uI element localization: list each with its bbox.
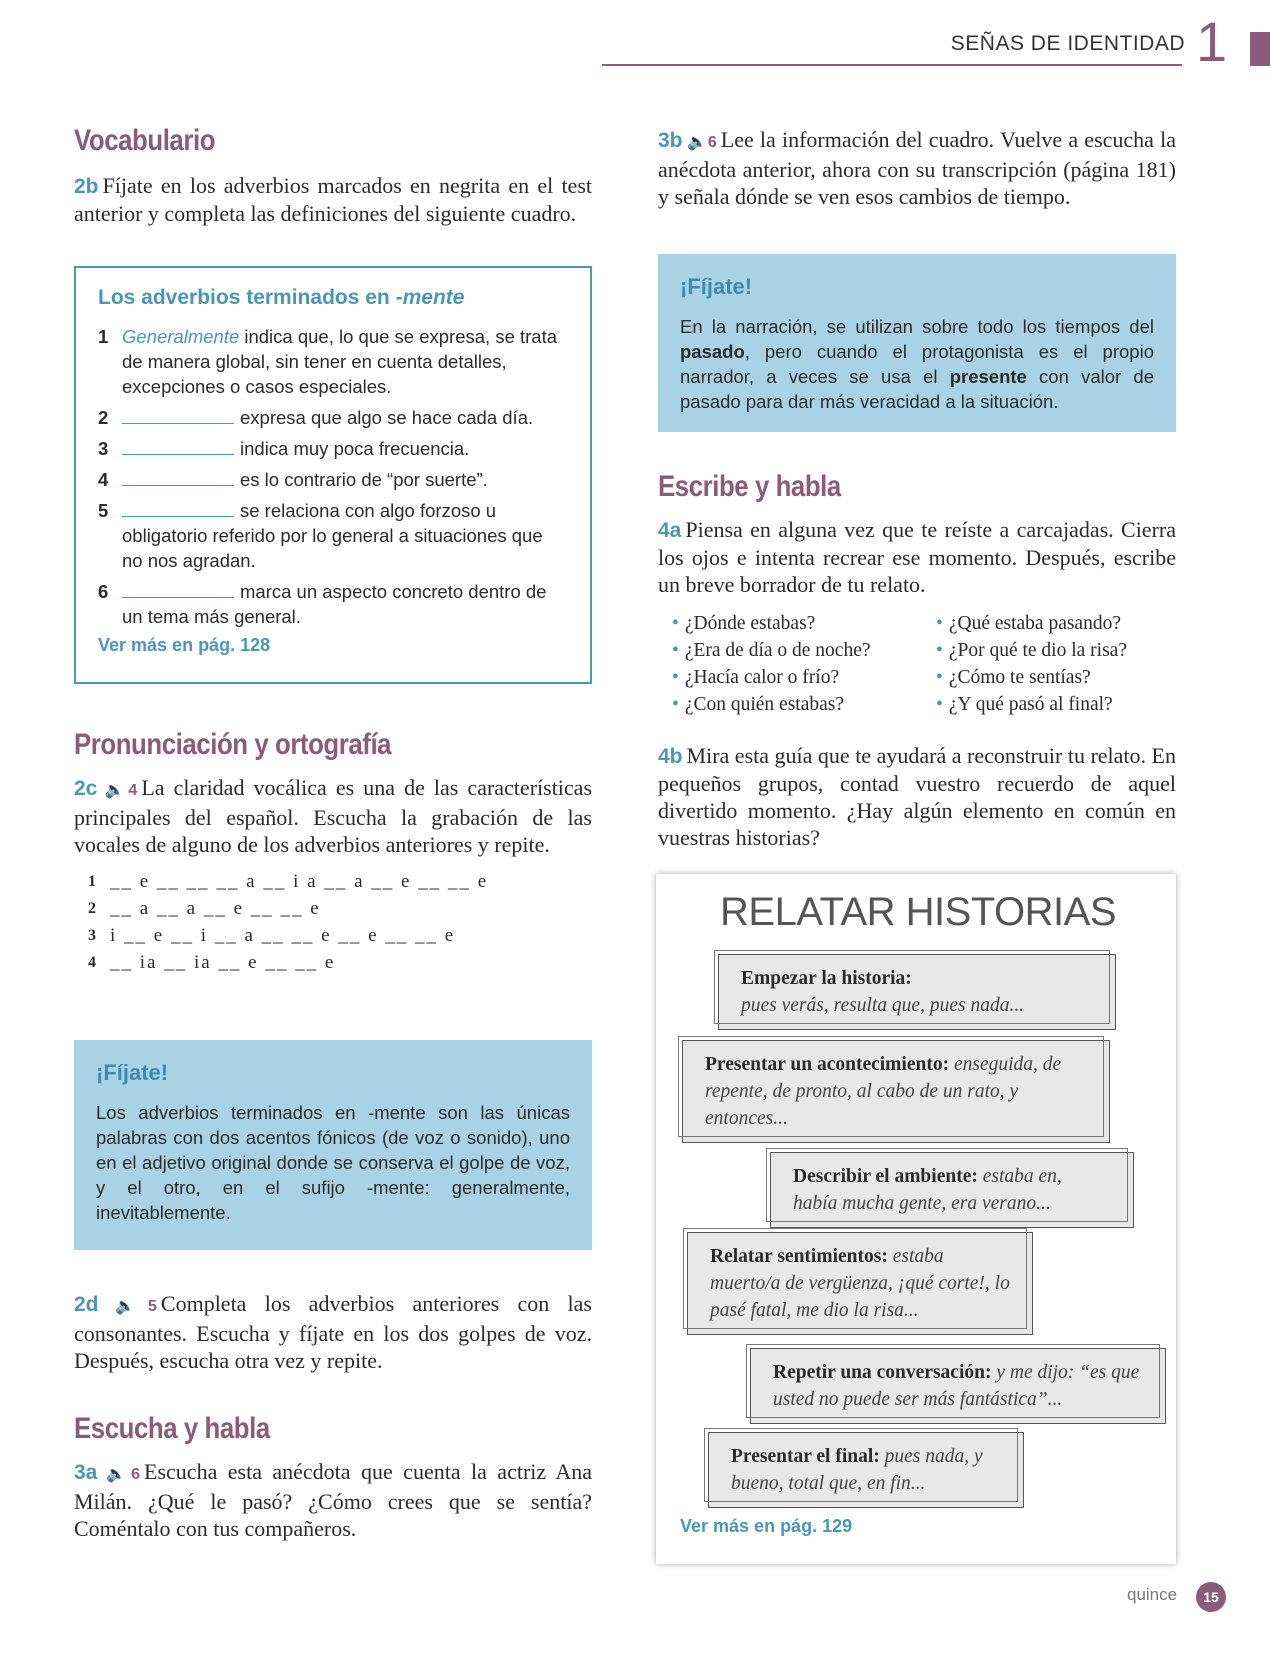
answer-blank[interactable] (122, 499, 234, 517)
definition-item (98, 579, 568, 629)
chapter-title: SEÑAS DE IDENTIDAD (950, 32, 1185, 55)
section-heading-vocabulario: Vocabulario (74, 124, 216, 157)
exercise-label: 4a (658, 519, 682, 542)
answer-blank[interactable] (122, 580, 234, 598)
question-item: • ¿Con quién estabas? (672, 691, 936, 718)
speaker-icon[interactable]: 🔈6 (101, 1466, 141, 1483)
definition-item (98, 436, 568, 461)
card-label: Repetir una conversación: (773, 1362, 992, 1383)
exercise-label: 4b (658, 745, 683, 768)
box-title-text: Los adverbios terminados en (98, 286, 396, 309)
exercise-label: 2c (74, 777, 98, 800)
card-examples: pues verás, resulta que, pues nada... (741, 995, 1025, 1016)
fijate-text-part: con valor de pasado para dar más veracidad a la situación. (680, 366, 1154, 412)
item-number: 2 (98, 407, 109, 428)
card-label: Relatar sentimientos: (710, 1246, 888, 1267)
more-link[interactable]: Ver más en pág. 128 (98, 635, 271, 655)
vowel-list (74, 868, 592, 976)
exercise-label: 3a (74, 1461, 98, 1484)
item-number: 4 (88, 954, 96, 971)
answer-blank[interactable] (122, 468, 234, 486)
question-item: • ¿Era de día o de noche? (672, 637, 936, 664)
exercise-2d (74, 1290, 592, 1374)
exercise-label: 3b (658, 129, 683, 152)
exercise-text: Piensa en alguna vez que te reíste a carcajadas. Cierra los ojos e intenta recrear ese momento. Después, escribe un breve borrador de tu relato. (658, 517, 1176, 597)
question-item: • ¿Hacía calor o frío? (672, 664, 936, 691)
section-heading-escribe: Escribe y habla (658, 470, 841, 503)
audio-track: 4 (128, 782, 138, 799)
question-item: • ¿Por qué te dio la risa? (936, 637, 1127, 664)
item-text: marca un aspecto concreto dentro de un tema más general. (122, 581, 547, 627)
card-label: Presentar un acontecimiento: (705, 1054, 950, 1075)
question-item: • ¿Qué estaba pasando? (936, 610, 1127, 637)
fijate-bold: presente (949, 366, 1027, 387)
exercise-2c (74, 774, 592, 858)
exercise-4a (658, 516, 1176, 598)
card-label: Presentar el final: (731, 1446, 880, 1467)
exercise-text: Fíjate en los adverbios marcados en negrita en el test anterior y completa las definiciones del siguiente cuadro. (74, 173, 592, 226)
more-link[interactable]: Ver más en pág. 129 (680, 1516, 853, 1536)
item-number: 2 (88, 900, 96, 917)
fijate-bold: pasado (680, 341, 745, 362)
item-text: indica muy poca frecuencia. (240, 438, 470, 459)
exercise-text: Lee la información del cuadro. Vuelve a escucha la anécdota anterior, ahora con su transcripción (página 181) y señala dónde se ven esos cambios de tiempo. (658, 127, 1177, 209)
relatar-historias-panel (656, 874, 1176, 1564)
item-number: 1 (98, 326, 109, 347)
exercise-text: Completa los adverbios anteriores con las consonantes. Escucha y fíjate en los dos golpes de voz. Después, escucha otra vez y repite. (74, 1291, 592, 1373)
escribe-section (658, 470, 1176, 851)
vowel-item (88, 895, 592, 922)
exercise-text: Mira esta guía que te ayudará a reconstruir tu relato. En pequeños grupos, contad vuestro recuerdo de aquel divertido momento. ¿Hay algún elemento en común en vuestras historias? (658, 743, 1176, 850)
question-list-left (672, 610, 936, 718)
example-word: Generalmente (122, 326, 240, 347)
fijate-text-part: En la narración, se utilizan sobre todo los tiempos del (680, 316, 1154, 337)
audio-track: 6 (707, 134, 717, 151)
card-examples: estaba en, había mucha gente, era verano... (793, 1166, 1062, 1214)
question-item: • ¿Y qué pasó al final? (936, 691, 1127, 718)
fijate-text: Los adverbios terminados en -mente son las únicas palabras con dos acentos fónicos (de voz o sonido), uno en el adjetivo original donde se conserva el golpe de voz, y el otro, en el sufijo -mente: generalmente, inevitablemente. (96, 1102, 570, 1223)
page-word: quince (1127, 1585, 1178, 1604)
fijate-title: ¡Fíjate! (96, 1060, 169, 1085)
card-label: Empezar la historia: (741, 968, 912, 989)
phrase-card (682, 1040, 1110, 1143)
fijate-text-part: , pero cuando el protagonista es el propio narrador, a veces se usa el (680, 341, 1154, 387)
definition-list (98, 324, 568, 629)
item-number: 5 (98, 500, 109, 521)
phrase-card (708, 1432, 1024, 1508)
phrase-card (750, 1348, 1166, 1424)
definition-item (98, 498, 568, 573)
definition-item (98, 405, 568, 430)
header-rule (602, 64, 1182, 66)
vowel-pattern: __ ia __ ia __ e __ __ e (110, 952, 336, 973)
question-list-right (936, 610, 1127, 718)
audio-track: 5 (148, 1298, 157, 1315)
card-examples: pues nada, y bueno, total que, en fin... (731, 1446, 983, 1494)
exercise-4b (658, 742, 1176, 851)
item-number: 3 (98, 438, 109, 459)
card-examples: y me dijo: “es que usted no puede ser más fantástica”... (773, 1362, 1140, 1410)
fijate-text (680, 314, 1154, 414)
question-grid (658, 610, 1176, 718)
pronunciacion-section (74, 728, 592, 976)
exercise-2d-block (74, 1290, 592, 1374)
item-number: 6 (98, 581, 109, 602)
fijate-box-right (658, 254, 1176, 432)
item-number: 3 (88, 927, 96, 944)
card-label: Describir el ambiente: (793, 1166, 978, 1187)
speaker-icon[interactable]: 🔈6 (686, 134, 717, 151)
question-item: • ¿Cómo te sentías? (936, 664, 1127, 691)
exercise-3a (74, 1458, 592, 1542)
speaker-icon[interactable]: 🔈5 (102, 1298, 157, 1315)
exercise-3b (658, 126, 1176, 210)
vocabulario-section (74, 124, 592, 227)
fijate-title: ¡Fíjate! (680, 274, 753, 299)
item-text: se relaciona con algo forzoso u obligatorio referido por lo general a situaciones que no nos agradan. (122, 500, 543, 571)
item-number: 4 (98, 469, 109, 490)
adverbios-box (74, 266, 592, 684)
escucha-section (74, 1412, 592, 1542)
exercise-text: La claridad vocálica es una de las características principales del español. Escucha la grabación de las vocales de alguno de los adverbios anteriores y repite. (74, 775, 593, 857)
item-text: es lo contrario de “por suerte”. (240, 469, 488, 490)
phrase-card (718, 954, 1116, 1030)
item-number: 1 (88, 873, 96, 890)
section-heading-escucha: Escucha y habla (74, 1412, 270, 1445)
unit-number: 1 (1196, 10, 1228, 73)
vowel-item (88, 949, 592, 976)
definition-item (98, 467, 568, 492)
panel-title: RELATAR HISTORIAS (720, 890, 1117, 934)
page-number-badge: 15 (1196, 1582, 1226, 1612)
vowel-item (88, 868, 592, 895)
vowel-pattern: i __ e __ i __ a __ __ e __ e __ __ e (110, 925, 456, 946)
exercise-2b (74, 172, 592, 227)
answer-blank[interactable] (122, 437, 234, 455)
box-title (98, 286, 568, 310)
card-examples: enseguida, de repente, de pronto, al cabo de un rato, y entonces... (705, 1054, 1062, 1129)
fijate-box-left (74, 1040, 592, 1250)
section-heading-pronunciacion: Pronunciación y ortografía (74, 728, 392, 761)
item-text: indica que, lo que se expresa, se trata de manera global, sin tener en cuenta detalles, excepciones o casos especiales. (122, 326, 558, 397)
exercise-label: 2b (74, 175, 99, 198)
card-examples: estaba muerto/a de vergüenza, ¡qué corte!, lo pasé fatal, me dio la risa... (710, 1246, 1010, 1321)
speaker-icon[interactable]: 🔈4 (101, 782, 138, 799)
vowel-item (88, 922, 592, 949)
box-title-suffix: -mente (395, 286, 465, 309)
definition-item (98, 324, 568, 399)
vowel-pattern: __ e __ __ __ a __ i a __ a __ e __ __ e (110, 871, 489, 892)
answer-blank[interactable] (122, 406, 234, 424)
exercise-3b-block (658, 126, 1176, 210)
exercise-text: Escucha esta anécdota que cuenta la actriz Ana Milán. ¿Qué le pasó? ¿Cómo crees que se sentía? Coméntalo con tus compañeros. (74, 1459, 593, 1541)
unit-tab (1250, 32, 1270, 66)
exercise-label: 2d (74, 1293, 99, 1316)
item-text: expresa que algo se hace cada día. (240, 407, 534, 428)
question-item: • ¿Dónde estabas? (672, 610, 936, 637)
phrase-card (770, 1152, 1134, 1228)
vowel-pattern: __ a __ a __ e __ __ e (110, 898, 321, 919)
phrase-card (687, 1232, 1033, 1335)
audio-track: 6 (131, 1466, 141, 1483)
